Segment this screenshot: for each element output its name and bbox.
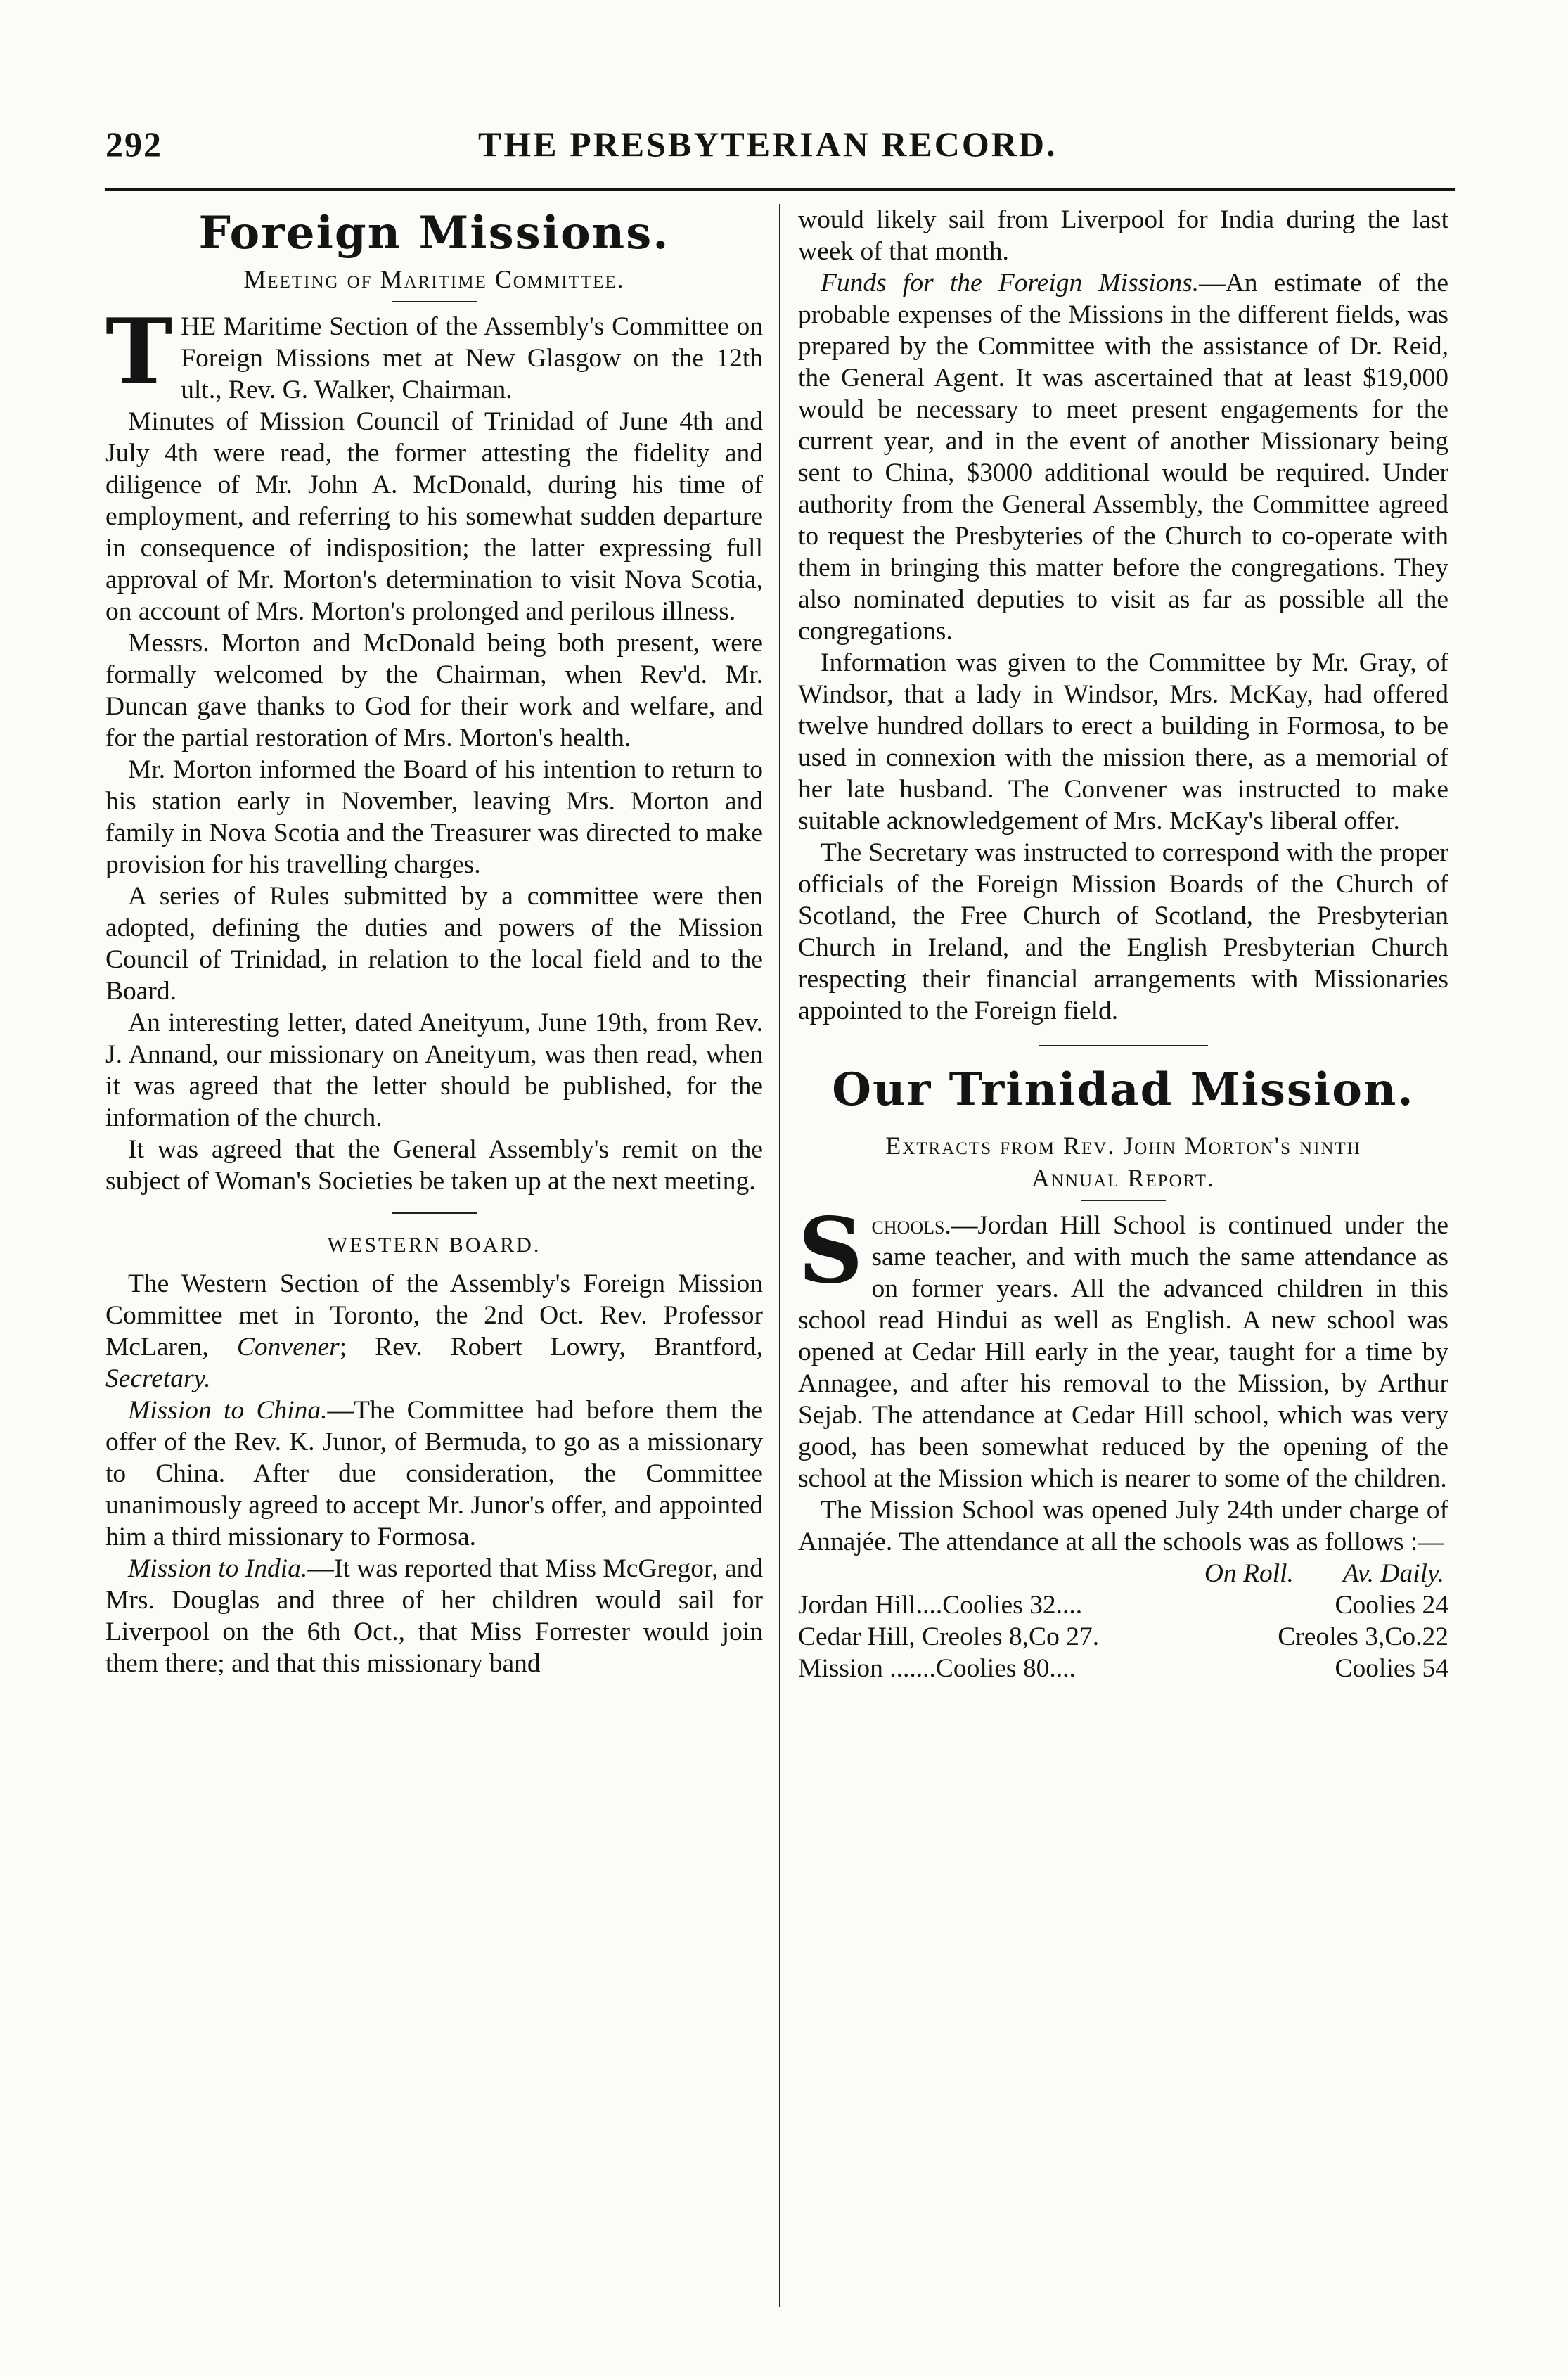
paragraph [798,267,1448,647]
section-rule [392,1212,477,1214]
small-cap-lead: chools. [871,1211,951,1240]
paragraph: Messrs. Morton and McDonald being both present, were formally welcomed by the Chairman, when Rev'd. Mr. Duncan gave thanks to God for their work and welfare, and for the partial restoration of Mrs. Morton's health. [105,629,763,752]
western-board-heading: WESTERN BOARD. [327,1234,541,1257]
paragraph-text: ; Rev. Robert Lowry, Brantford, [339,1333,763,1362]
paragraph-text: —Jordan Hill School is continued under the same teacher, and with much the same attendance as on former years. All the advanced children in this school read Hindui as well as English. A new school was opened at Cedar Hill early in the year, taught for a time by Annagee, and after his removal to the Mission, by Arthur Sejab. The attendance at Cedar Hill school, which was very good, has been somewhat reduced by the opening of the school at the Mission which is nearer to some of the children. [798,1211,1448,1493]
paragraph-text: —The Committee had before them the offer of the Rev. K. Junor, of Bermuda, to go as a missionary to China. After due consideration, the Committee unanimously agreed to accept Mr. Junor's offer, and appointed him a third missionary to Formosa. [105,1396,763,1551]
column-divider [779,204,780,2307]
extract-heading: Extracts from Rev. John Morton's ninth [885,1132,1361,1160]
heading-rule [392,301,477,302]
run-in-heading: Mission to China. [128,1396,328,1425]
run-in-heading: Funds for the Foreign Missions. [821,269,1200,297]
heading-rule [1081,1200,1166,1201]
paragraph [105,1553,763,1679]
paragraph [105,1395,763,1553]
left-column [105,204,763,1679]
page-number: 292 [105,124,162,164]
table-row [798,1621,1448,1653]
column-header-on-roll: On Roll. [1204,1559,1294,1588]
paragraph [105,300,763,406]
section-rule [1039,1045,1208,1046]
section-title-foreign-missions: Foreign Missions. [198,207,670,260]
table-cell: Mission .......Coolies 80.... [798,1654,1076,1683]
paragraph: The Mission School was opened July 24th under charge of Annajée. The attendance at all the schools was as follows :— [798,1496,1448,1556]
extract-heading: Annual Report. [1031,1164,1216,1192]
paragraph: It was agreed that the General Assembly's remit on the subject of Woman's Societies be taken up at the next meeting. [105,1135,763,1196]
paragraph-text: —An estimate of the probable expenses of the Missions in the different fields, was prepared by the Committee with the assistance of Dr. Reid, the General Agent. It was ascertained that at least $19,000 would be necessary to meet present engagements for the current year, and in the event of another Missionary being sent to China, $3000 additional would be required. Under authority from the General Assembly, the Committee agreed to request the Presbyteries of the Church to co-operate with them in bringing this matter before the congregations. They also nominated deputies to visit as far as possible all the congregations. [798,269,1448,646]
attendance-table-header [798,1558,1448,1589]
table-cell: Creoles 3,Co.22 [1278,1622,1448,1651]
drop-cap: S [798,1198,863,1304]
paragraph-text: The Western Section of the Assembly's Foreign Mission Committee met in Toronto, the 2nd Oct. Rev. Professor McLaren, [105,1269,763,1362]
paragraph: An interesting letter, dated Aneityum, June 19th, from Rev. J. Annand, our missionary on Aneityum, was then read, when it was agreed that the letter should be published, for the information of the church. [105,1008,763,1132]
drop-cap: T [105,300,173,405]
table-cell: Coolies 24 [1335,1591,1448,1620]
paragraph: Information was given to the Committee by Mr. Gray, of Windsor, that a lady in Windsor, Mrs. McKay, had offered twelve hundred dollars to erect a building in Formosa, to be used in connexion with the mission there, as a memorial of her late husband. The Convener was instructed to make suitable acknowledgement of Mrs. McKay's liberal offer. [798,648,1448,835]
run-in-heading: Mission to India. [128,1554,308,1583]
paragraph [798,1198,1448,1494]
right-column [798,204,1448,1684]
paragraph: A series of Rules submitted by a committee were then adopted, defining the duties and powers of the Mission Council of Trinidad, in relation to the local field and to the Board. [105,882,763,1006]
table-cell: Jordan Hill....Coolies 32.... [798,1591,1083,1620]
running-head [105,124,1455,180]
paragraph: Mr. Morton informed the Board of his intention to return to his station early in November, leaving Mrs. Morton and family in Nova Scotia and the Treasurer was directed to make provision for his travelling charges. [105,755,763,879]
paragraph-text: —It was reported that Miss McGregor, and Mrs. Douglas and three of her children would sail for Liverpool on the 6th Oct., that Miss Forrester would join them there; and that this missionary band [105,1554,764,1678]
paragraph: Minutes of Mission Council of Trinidad of June 4th and July 4th were read, the former attesting the fidelity and diligence of Mr. John A. McDonald, during his time of employment, and referring to his somewhat sudden departure in consequence of indisposition; the latter expressing full approval of Mr. Morton's determination to visit Nova Scotia, on account of Mrs. Morton's prolonged and perilous illness. [105,407,763,626]
meeting-heading: Meeting of Maritime Committee. [243,265,625,293]
journal-title: THE PRESBYTERIAN RECORD. [478,124,1058,164]
paragraph: The Secretary was instructed to correspond with the proper officials of the Foreign Mission Boards of the Church of Scotland, the Free Church of Scotland, the Presbyterian Church in Ireland, and the English Presbyterian Church respecting their financial arrangements with Missionaries appointed to the Foreign field. [798,838,1448,1025]
convener-label: Convener [236,1333,340,1362]
column-header-av-daily: Av. Daily. [1342,1559,1444,1588]
table-row [798,1653,1448,1684]
paragraph [105,1268,763,1395]
table-row [798,1589,1448,1621]
header-rule [105,188,1455,191]
table-cell: Coolies 54 [1335,1654,1448,1683]
secretary-label: Secretary. [105,1364,211,1393]
paragraph-text: HE Maritime Section of the Assembly's Committee on Foreign Missions met at New Glasgow on the 12th ult., Rev. G. Walker, Chairman. [181,312,763,404]
paragraph: would likely sail from Liverpool for India during the last week of that month. [798,205,1448,266]
section-title-trinidad-mission: Our Trinidad Mission. [832,1063,1415,1116]
table-cell: Cedar Hill, Creoles 8,Co 27. [798,1622,1100,1651]
